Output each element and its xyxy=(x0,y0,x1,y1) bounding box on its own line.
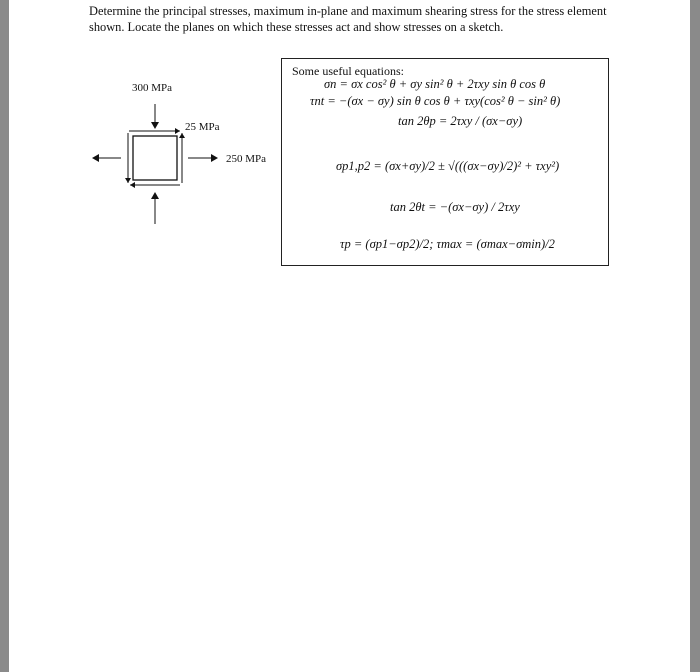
stress-element-square xyxy=(133,136,177,180)
tau-xy-label: 25 MPa xyxy=(185,121,220,133)
normal-stress-text: σn = σx cos² θ + σy sin² θ + 2τxy sin θ cos θ xyxy=(324,77,546,91)
problem-statement: Determine the principal stresses, maximum in-plane and maximum shearing stress for the stress element shown. Locate the planes on which these stresses act and show stresses on a sketch. xyxy=(89,4,607,34)
arrowhead-down xyxy=(151,122,159,129)
tan-2theta-p-equation xyxy=(398,114,522,129)
tan-2theta-t-equation xyxy=(390,200,520,215)
tan-2theta-p-text: tan 2θp = 2τxy / (σx−σy) xyxy=(398,114,523,128)
equations-box xyxy=(281,58,609,266)
arrowhead-right xyxy=(211,154,218,162)
shear-stress-text: τnt = −(σx − σy) sin θ cos θ + τxy(cos² θ − sin² θ) xyxy=(310,94,561,108)
equations-title: Some useful equations: xyxy=(292,64,404,78)
normal-stress-equation xyxy=(324,77,545,92)
sigma-x-label: 250 MPa xyxy=(226,153,267,165)
arrowhead-left xyxy=(92,154,99,162)
arrowhead-shear-top xyxy=(175,128,180,134)
arrowhead-shear-right xyxy=(179,133,185,138)
principal-stress-text: σp1,p2 = (σx+σy)/2 ± √(((σx−σy)/2)² + τxy²) xyxy=(336,159,560,173)
document-page xyxy=(9,0,690,672)
tau-text: τp = (σp1−σp2)/2; τmax = (σmax−σmin)/2 xyxy=(340,237,555,251)
shear-stress-equation xyxy=(310,94,560,109)
arrowhead-shear-bottom xyxy=(130,182,135,188)
sigma-y-label: 300 MPa xyxy=(132,82,173,94)
tau-equation xyxy=(340,237,555,252)
arrowhead-shear-left xyxy=(125,178,131,183)
principal-stress-equation xyxy=(336,159,559,174)
tan-2theta-t-text: tan 2θt = −(σx−σy) / 2τxy xyxy=(390,200,520,214)
arrowhead-up xyxy=(151,192,159,199)
